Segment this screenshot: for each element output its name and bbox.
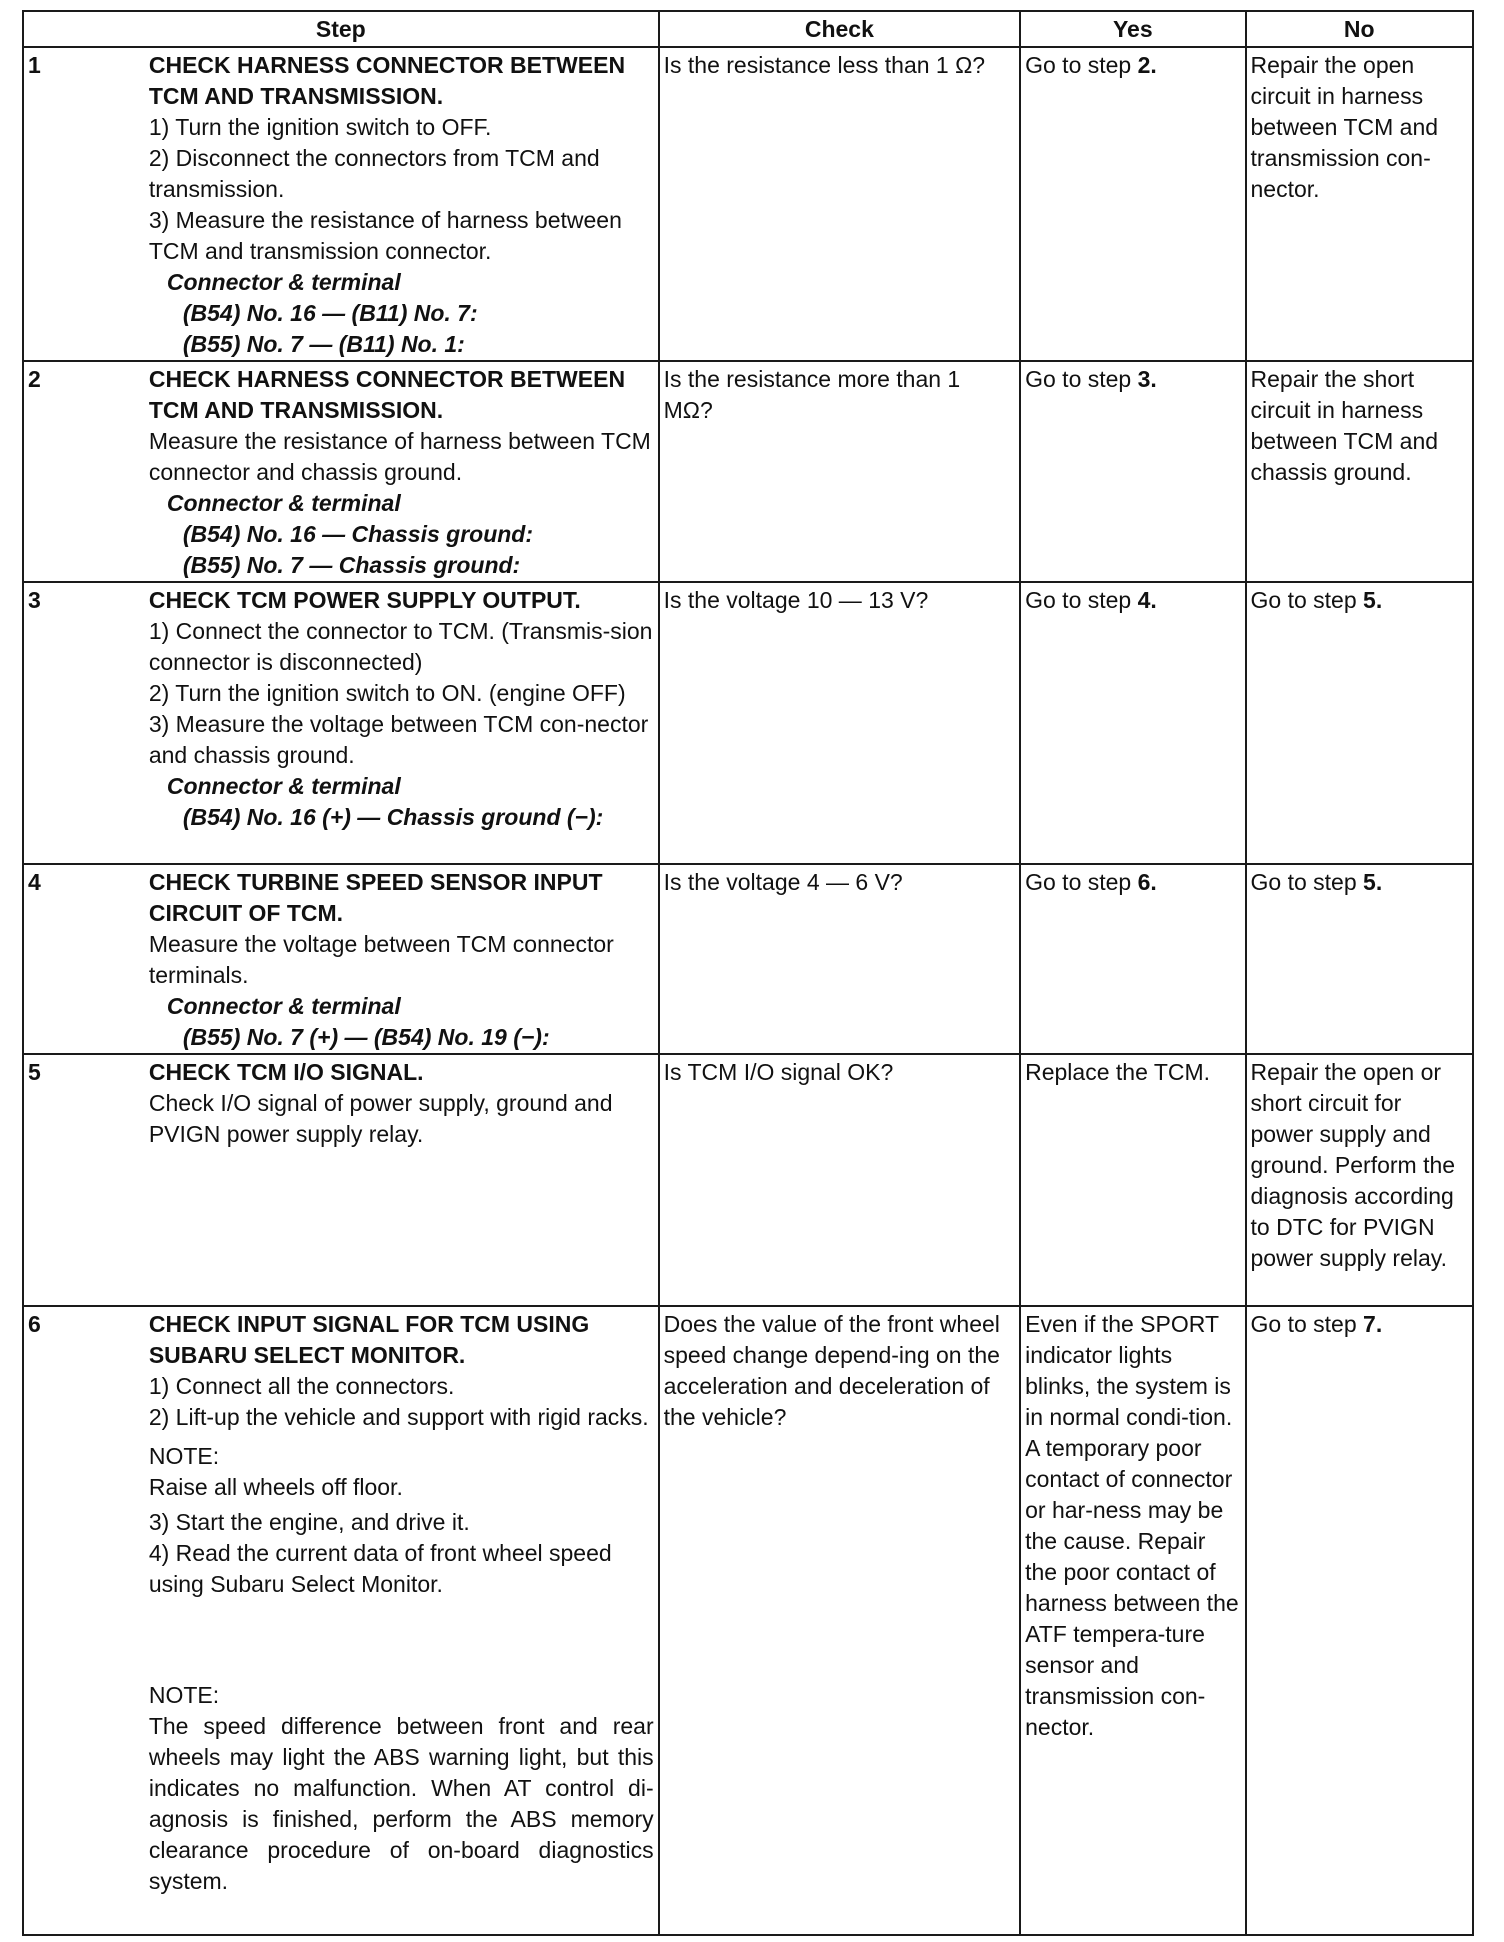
step-cell [145, 47, 659, 361]
header-check: Check [659, 11, 1020, 47]
step-instruction: 2) Turn the ignition switch to ON. (engine OFF) [148, 680, 626, 706]
step-instruction: Measure the voltage between TCM connector terminals. [148, 931, 614, 988]
check-cell: Is the voltage 10 — 13 V? [659, 582, 1020, 864]
note-body: Raise all wheels off floor. [148, 1474, 403, 1500]
step-instruction: Measure the resistance of harness between TCM connector and chassis ground. [148, 428, 651, 485]
table-row [23, 47, 1473, 361]
connector-terminal-label: Connector & terminal [166, 773, 401, 799]
step-cell [145, 1306, 659, 1935]
header-yes: Yes [1020, 11, 1245, 47]
no-step-ref: 7. [1363, 1311, 1383, 1337]
yes-cell [1020, 582, 1245, 864]
no-cell [1246, 864, 1473, 1054]
table-row [23, 582, 1473, 864]
connector-terminal-label: Connector & terminal [166, 490, 401, 516]
no-cell: Repair the open or short circuit for power supply and ground. Perform the diagnosis according to DTC for PVIGN power supply relay. [1246, 1054, 1473, 1306]
connector-terminal-spec: (B54) No. 16 — Chassis ground: [182, 521, 534, 547]
check-cell: Is the voltage 4 — 6 V? [659, 864, 1020, 1054]
no-cell: Repair the open circuit in harness between TCM and transmission con-nector. [1246, 47, 1473, 361]
step-cell [145, 582, 659, 864]
yes-text: Go to step [1025, 52, 1138, 78]
step-title: CHECK INPUT SIGNAL FOR TCM USING SUBARU SELECT MONITOR. [148, 1311, 590, 1368]
step-title: CHECK HARNESS CONNECTOR BETWEEN TCM AND TRANSMISSION. [148, 52, 626, 109]
check-cell: Is TCM I/O signal OK? [659, 1054, 1020, 1306]
connector-terminal-label: Connector & terminal [166, 269, 401, 295]
no-text: Go to step [1250, 587, 1364, 613]
table-row [23, 1306, 1473, 1935]
yes-cell: Even if the SPORT indicator lights blinks, the system is in normal condi-tion. A temporary poor contact of connector or har-ness may be the cause. Repair the poor contact of harness between the ATF tempera-ture sensor and transmission con-nector. [1020, 1306, 1245, 1935]
step-number: 2 [23, 361, 145, 582]
step-title: CHECK TCM POWER SUPPLY OUTPUT. [148, 587, 581, 613]
table-row [23, 1054, 1473, 1306]
step-number: 5 [23, 1054, 145, 1306]
yes-cell: Replace the TCM. [1020, 1054, 1245, 1306]
connector-terminal-spec: (B54) No. 16 (+) — Chassis ground (−): [182, 804, 604, 830]
yes-text: Go to step [1025, 366, 1138, 392]
yes-text: Go to step [1025, 587, 1138, 613]
step-title: CHECK TURBINE SPEED SENSOR INPUT CIRCUIT OF TCM. [148, 869, 603, 926]
header-no: No [1246, 11, 1473, 47]
header-step: Step [23, 11, 659, 47]
check-cell: Does the value of the front wheel speed change depend-ing on the acceleration and deceleration of the vehicle? [659, 1306, 1020, 1935]
check-cell: Is the resistance less than 1 Ω? [659, 47, 1020, 361]
step-title: CHECK TCM I/O SIGNAL. [148, 1059, 424, 1085]
yes-step-ref: 3. [1137, 366, 1157, 392]
step-instruction: 3) Start the engine, and drive it. [148, 1509, 470, 1535]
no-cell: Repair the short circuit in harness between TCM and chassis ground. [1246, 361, 1473, 582]
yes-cell [1020, 864, 1245, 1054]
yes-step-ref: 4. [1137, 587, 1157, 613]
check-cell: Is the resistance more than 1 MΩ? [659, 361, 1020, 582]
yes-cell [1020, 361, 1245, 582]
connector-terminal-spec: (B55) No. 7 — (B11) No. 1: [182, 331, 465, 357]
table-row [23, 864, 1473, 1054]
step-number: 6 [23, 1306, 145, 1935]
diagnostic-table [22, 10, 1474, 1936]
connector-terminal-label: Connector & terminal [166, 993, 401, 1019]
step-title: CHECK HARNESS CONNECTOR BETWEEN TCM AND TRANSMISSION. [148, 366, 626, 423]
table-row [23, 361, 1473, 582]
connector-terminal-spec: (B55) No. 7 (+) — (B54) No. 19 (−): [182, 1024, 550, 1050]
step-instruction: 1) Turn the ignition switch to OFF. [148, 114, 492, 140]
step-number: 3 [23, 582, 145, 864]
header-row [23, 11, 1473, 47]
no-step-ref: 5. [1363, 869, 1383, 895]
connector-terminal-spec: (B55) No. 7 — Chassis ground: [182, 552, 521, 578]
step-number: 1 [23, 47, 145, 361]
no-step-ref: 5. [1363, 587, 1383, 613]
step-instruction: 1) Connect all the connectors. [148, 1373, 455, 1399]
no-cell [1246, 582, 1473, 864]
note-heading: NOTE: [148, 1682, 220, 1708]
step-instruction: Check I/O signal of power supply, ground and PVIGN power supply relay. [148, 1090, 613, 1147]
step-cell [145, 1054, 659, 1306]
yes-text: Go to step [1025, 869, 1138, 895]
step-cell [145, 361, 659, 582]
no-text: Go to step [1250, 1311, 1364, 1337]
connector-terminal-spec: (B54) No. 16 — (B11) No. 7: [182, 300, 478, 326]
note-body: The speed difference between front and rear wheels may light the ABS warning light, but this indicates no malfunction. When AT control di-agnosis is finished, perform the ABS memory clearance procedure of on-board diagnostics system. [148, 1713, 654, 1894]
step-instruction: 2) Disconnect the connectors from TCM and transmission. [148, 145, 600, 202]
yes-step-ref: 2. [1137, 52, 1157, 78]
step-instruction: 3) Measure the resistance of harness between TCM and transmission connector. [148, 207, 622, 264]
step-instruction: 4) Read the current data of front wheel speed using Subaru Select Monitor. [148, 1540, 612, 1597]
step-cell [145, 864, 659, 1054]
step-instruction: 1) Connect the connector to TCM. (Transmis-sion connector is disconnected) [148, 618, 653, 675]
no-cell [1246, 1306, 1473, 1935]
no-text: Go to step [1250, 869, 1364, 895]
step-number: 4 [23, 864, 145, 1054]
note-heading: NOTE: [148, 1443, 220, 1469]
yes-cell [1020, 47, 1245, 361]
step-instruction: 3) Measure the voltage between TCM con-nector and chassis ground. [148, 711, 649, 768]
step-instruction: 2) Lift-up the vehicle and support with rigid racks. [148, 1404, 649, 1430]
yes-step-ref: 6. [1137, 869, 1157, 895]
